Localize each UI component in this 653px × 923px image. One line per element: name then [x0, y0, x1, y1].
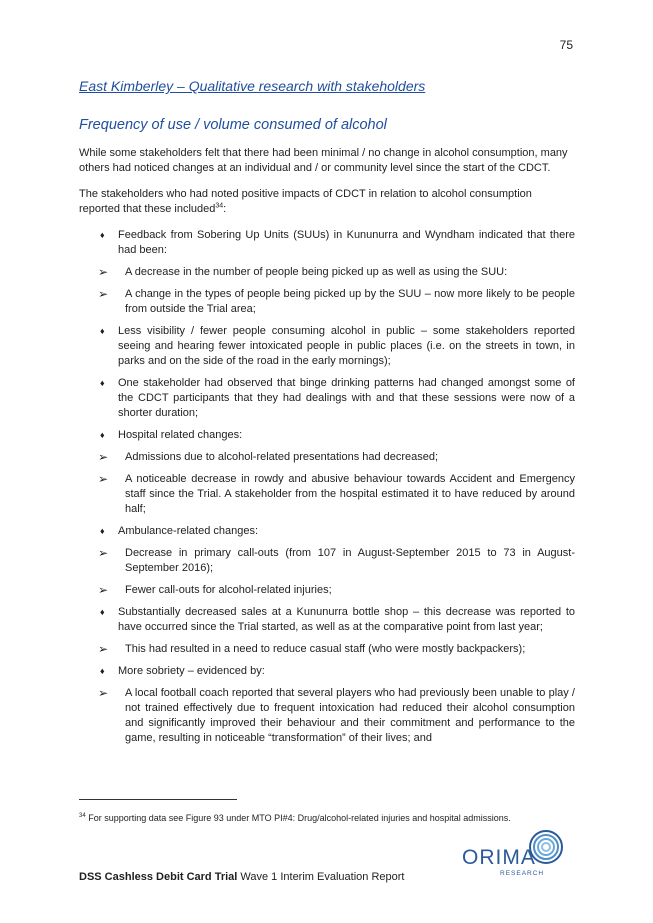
body-content — [79, 146, 575, 753]
arrow-bullet-icon: ➢ — [98, 642, 109, 656]
list-item: ♦ Hospital related changes: — [100, 429, 243, 441]
intro-paragraph: While some stakeholders felt that there had been minimal / no change in alcohol consumption, many others had noticed changes at an individual and / or community level since the start of the CDCT. — [79, 147, 568, 174]
footnote-reference[interactable]: 34 — [215, 202, 224, 210]
arrow-bullet-icon: ➢ — [98, 546, 109, 560]
diamond-bullet-icon: ♦ — [100, 666, 105, 676]
list-item: ♦ Ambulance-related changes: — [100, 525, 259, 537]
list-item: ➢ Fewer call-outs for alcohol-related injuries; — [98, 583, 332, 597]
arrow-bullet-icon: ➢ — [98, 686, 109, 700]
list-item: ♦ Feedback from Sobering Up Units (SUUs) in Kununurra and Wyndham indicated that there had been: — [100, 229, 575, 256]
subsection-heading: Frequency of use / volume consumed of alcohol — [79, 117, 387, 133]
list-item: ➢ A noticeable decrease in rowdy and abusive behaviour towards Accident and Emergency staff since the Trial. A stakeholder from the hospital estimated it to have reduced by around half; — [98, 472, 575, 515]
list-item: ➢ A change in the types of people being picked up by the SUU – now more likely to be people from outside the Trial area; — [98, 287, 575, 315]
list-item: ♦ More sobriety – evidenced by: — [100, 665, 265, 677]
findings-list — [79, 228, 575, 746]
footnote: $^{34}$ For supporting data see Figure 93 under MTO PI#4: Drug/alcohol-related injuries and hospital admissions. — [79, 813, 511, 823]
list-item: ➢ A decrease in the number of people being picked up as well as using the SUU: — [98, 265, 508, 279]
list-item: ♦ Less visibility / fewer people consuming alcohol in public – some stakeholders reported seeing and hearing fewer intoxicated people in public places (i.e. on the streets in town, in parks and on the side of the road in the early mornings); — [100, 325, 575, 367]
diamond-bullet-icon: ♦ — [100, 607, 105, 617]
list-item: ➢ This had resulted in a need to reduce casual staff (who were mostly backpackers); — [98, 642, 526, 656]
section-heading: East Kimberley – Qualitative research with stakeholders — [79, 78, 426, 94]
arrow-bullet-icon: ➢ — [98, 265, 109, 279]
list-item: ➢ Decrease in primary call-outs (from 107 in August-September 2015 to 73 in August-September 2016); — [98, 546, 575, 574]
orima-circle-icon — [528, 829, 564, 865]
list-item: ♦ One stakeholder had observed that binge drinking patterns had changed amongst some of the CDCT participants that they had dealings with and that these sessions were now of a shorter duration; — [100, 377, 575, 419]
arrow-bullet-icon: ➢ — [98, 450, 109, 464]
diamond-bullet-icon: ♦ — [100, 526, 105, 536]
footnote-divider — [79, 799, 237, 800]
lead-in-paragraph: The stakeholders who had noted positive impacts of CDCT in relation to alcohol consumption reported that these included$^{34}$: — [79, 188, 532, 215]
diamond-bullet-icon: ♦ — [100, 378, 105, 388]
orima-logo: ORIMA RESEARCH — [462, 829, 566, 881]
report-footer: DSS Cashless Debit Card Trial Wave 1 Interim Evaluation Report — [79, 871, 405, 883]
arrow-bullet-icon: ➢ — [98, 472, 109, 486]
diamond-bullet-icon: ♦ — [100, 230, 105, 240]
list-item: ♦ Substantially decreased sales at a Kununurra bottle shop – this decrease was reported to have occurred since the Trial started, as well as at the comparative point from last year; — [100, 606, 575, 633]
arrow-bullet-icon: ➢ — [98, 287, 109, 301]
page-number: 75 — [559, 38, 573, 52]
diamond-bullet-icon: ♦ — [100, 326, 105, 336]
arrow-bullet-icon: ➢ — [98, 583, 109, 597]
diamond-bullet-icon: ♦ — [100, 430, 105, 440]
list-item: ➢ Admissions due to alcohol-related presentations had decreased; — [98, 450, 439, 464]
list-item: ➢ A local football coach reported that several players who had previously been unable to play / not trained effectively due to frequent intoxication had reduced their alcohol consumption and significantly improved their behaviour and their commitment and performance to the game, resulting in noticeable “transformation” of their lives; and — [98, 686, 575, 744]
